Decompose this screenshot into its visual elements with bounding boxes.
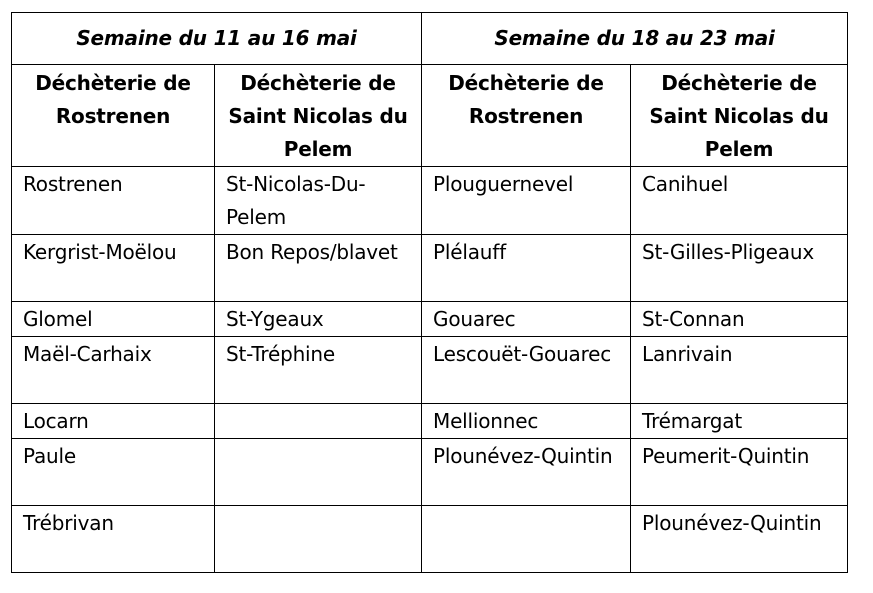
table-cell: Peumerit-Quintin: [631, 439, 848, 506]
table-cell: Plounévez-Quintin: [422, 439, 631, 506]
table-cell: Canihuel: [631, 167, 848, 235]
table-cell: Lanrivain: [631, 337, 848, 404]
table-cell: Mellionnec: [422, 404, 631, 439]
table-cell: Maël-Carhaix: [12, 337, 215, 404]
table-row: [12, 439, 848, 506]
collection-schedule-table: [11, 12, 848, 573]
table-row: [12, 167, 848, 235]
table-cell: [215, 439, 422, 506]
column-header-saint-nicolas-week-1: Déchèterie de Saint Nicolas du Pelem: [215, 65, 422, 167]
week-1-header: Semaine du 11 au 16 mai: [12, 13, 422, 65]
table-cell: St-Nicolas-Du-Pelem: [215, 167, 422, 235]
table-cell: Plélauff: [422, 235, 631, 302]
table-cell: Trémargat: [631, 404, 848, 439]
table-cell: St-Ygeaux: [215, 302, 422, 337]
table-cell: Kergrist-Moëlou: [12, 235, 215, 302]
table-row: [12, 506, 848, 573]
table-cell: Trébrivan: [12, 506, 215, 573]
column-header-row: [12, 65, 848, 167]
table-cell: Lescouët-Gouarec: [422, 337, 631, 404]
table-cell: Plouguernevel: [422, 167, 631, 235]
table-cell: [215, 404, 422, 439]
table-row: [12, 235, 848, 302]
table-cell: St-Gilles-Pligeaux: [631, 235, 848, 302]
table-row: [12, 302, 848, 337]
table-cell: Locarn: [12, 404, 215, 439]
column-header-rostrenen-week-1: Déchèterie de Rostrenen: [12, 65, 215, 167]
week-2-header: Semaine du 18 au 23 mai: [422, 13, 848, 65]
table-row: [12, 337, 848, 404]
column-header-saint-nicolas-week-2: Déchèterie de Saint Nicolas du Pelem: [631, 65, 848, 167]
table-cell: [215, 506, 422, 573]
table-cell: Paule: [12, 439, 215, 506]
week-header-row: [12, 13, 848, 65]
table-cell: [422, 506, 631, 573]
column-header-rostrenen-week-2: Déchèterie de Rostrenen: [422, 65, 631, 167]
table-cell: Gouarec: [422, 302, 631, 337]
table-cell: Bon Repos/blavet: [215, 235, 422, 302]
table-cell: St-Tréphine: [215, 337, 422, 404]
table-row: [12, 404, 848, 439]
table-cell: St-Connan: [631, 302, 848, 337]
table-cell: Plounévez-Quintin: [631, 506, 848, 573]
table-cell: Rostrenen: [12, 167, 215, 235]
table-cell: Glomel: [12, 302, 215, 337]
